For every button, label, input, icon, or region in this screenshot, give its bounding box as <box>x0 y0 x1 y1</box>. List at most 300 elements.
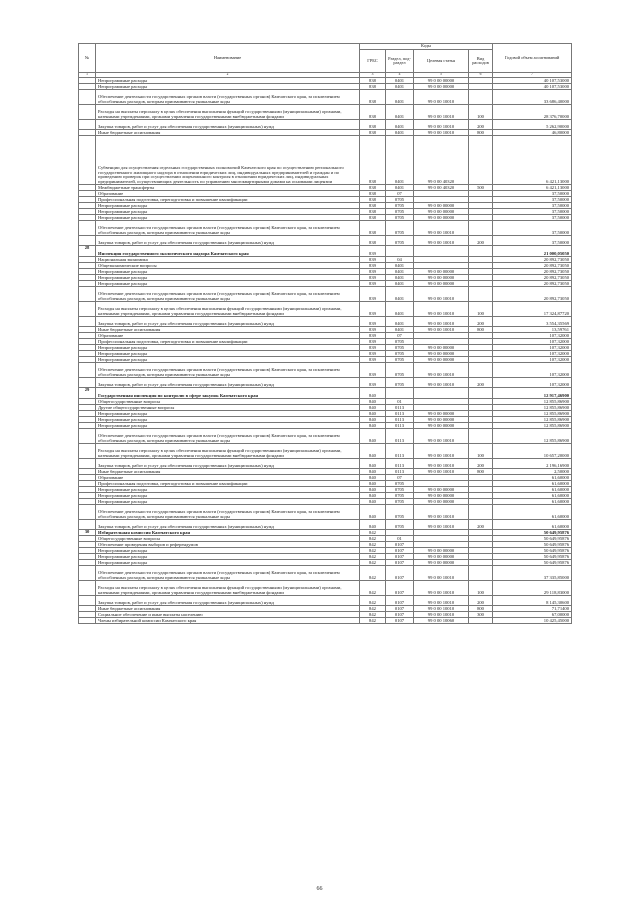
row-razdel: 0401 <box>386 78 414 84</box>
row-name: Расходы на выплаты персоналу в целях обеспечения выполнения функций государственными (муниципальными) органами, казенными учреждениями, органами управления государственными внебюджетными фондами <box>96 581 360 596</box>
row-grbs: 839 <box>360 269 386 275</box>
row-name: Профессиональная подготовка, переподготовка и повышение квалификации <box>96 481 360 487</box>
row-target-article: 99 0 00 00000 <box>414 269 469 275</box>
row-expense-type: 200 <box>469 317 493 327</box>
row-target-article: 99 0 00 00000 <box>414 548 469 554</box>
row-grbs: 838 <box>360 197 386 203</box>
row-amount: 61,60000 <box>493 475 572 481</box>
row-amount: 12 855,86900 <box>493 411 572 417</box>
row-razdel: 0113 <box>386 459 414 469</box>
row-target-article: 99 0 00 10010 <box>414 581 469 596</box>
row-razdel: 01 <box>386 536 414 542</box>
row-number <box>79 378 96 388</box>
row-razdel: 0401 <box>386 120 414 130</box>
row-razdel: 0705 <box>386 351 414 357</box>
row-name: Непрограммные расходы <box>96 357 360 363</box>
row-amount: 37,50000 <box>493 197 572 203</box>
row-target-article: 99 0 00 00000 <box>414 411 469 417</box>
row-name: Непрограммные расходы <box>96 345 360 351</box>
row-amount: 10 425,45000 <box>493 618 572 624</box>
row-amount: 50 649,95876 <box>493 536 572 542</box>
table-row <box>79 505 572 520</box>
row-grbs: 839 <box>360 287 386 302</box>
index-cell: 5 <box>414 73 469 78</box>
row-target-article <box>414 388 469 399</box>
row-expense-type <box>469 505 493 520</box>
row-grbs: 840 <box>360 493 386 499</box>
index-cell: 6 <box>469 73 493 78</box>
row-target-article: 99 0 00 10010 <box>414 302 469 317</box>
row-name: Закупка товаров, работ и услуг для обеспечения государственных (муниципальных) нужд <box>96 378 360 388</box>
row-amount: 8 145,30600 <box>493 596 572 606</box>
row-name: Непрограммные расходы <box>96 215 360 221</box>
budget-table <box>78 43 572 624</box>
row-target-article: 99 0 00 10010 <box>414 120 469 130</box>
row-grbs: 838 <box>360 78 386 84</box>
row-name: Общегосударственные вопросы <box>96 399 360 405</box>
header-razdel: Раздел, под-раздел <box>386 50 414 73</box>
row-name: Общегосударственные вопросы <box>96 536 360 542</box>
header-num: № <box>79 44 96 73</box>
row-target-article: 99 0 00 10010 <box>414 505 469 520</box>
row-target-article: 99 0 00 00000 <box>414 209 469 215</box>
row-name: Непрограммные расходы <box>96 548 360 554</box>
row-name: Закупка товаров, работ и услуг для обеспечения государственных (муниципальных) нужд <box>96 317 360 327</box>
row-target-article: 99 0 00 10010 <box>414 612 469 618</box>
row-name: Непрограммные расходы <box>96 269 360 275</box>
row-name: Профессиональная подготовка, переподготовка и повышение квалификации <box>96 197 360 203</box>
header-grbs: ГРБС <box>360 50 386 73</box>
row-expense-type: 200 <box>469 596 493 606</box>
row-number <box>79 221 96 236</box>
row-grbs: 840 <box>360 411 386 417</box>
table-row <box>79 520 572 530</box>
row-name: Образование <box>96 475 360 481</box>
row-expense-type: 100 <box>469 105 493 120</box>
row-amount: 50 649,95876 <box>493 560 572 566</box>
row-amount: 50 649,95876 <box>493 548 572 554</box>
row-name: Непрограммные расходы <box>96 560 360 566</box>
row-name: Непрограммные расходы <box>96 554 360 560</box>
row-razdel: 0705 <box>386 520 414 530</box>
row-number <box>79 444 96 459</box>
row-razdel: 0705 <box>386 493 414 499</box>
row-amount: 20 892,73050 <box>493 275 572 281</box>
row-amount: 107,32000 <box>493 378 572 388</box>
row-grbs: 839 <box>360 263 386 269</box>
row-expense-type <box>469 429 493 444</box>
row-expense-type: 300 <box>469 612 493 618</box>
row-name: Непрограммные расходы <box>96 423 360 429</box>
row-target-article: 99 0 00 00000 <box>414 84 469 90</box>
row-razdel: 04 <box>386 257 414 263</box>
row-target-article: 99 0 00 00000 <box>414 215 469 221</box>
row-grbs: 842 <box>360 554 386 560</box>
row-name: Другие общегосударственные вопросы <box>96 405 360 411</box>
row-amount: 13,59761 <box>493 327 572 333</box>
row-target-article: 99 0 00 10010 <box>414 327 469 333</box>
table-row <box>79 596 572 606</box>
row-target-article: 99 0 00 10010 <box>414 130 469 136</box>
row-grbs: 838 <box>360 130 386 136</box>
row-expense-type: 200 <box>469 520 493 530</box>
row-name: Непрограммные расходы <box>96 411 360 417</box>
row-razdel <box>386 388 414 399</box>
row-name: Межбюджетные трансферты <box>96 185 360 191</box>
row-razdel: 0705 <box>386 378 414 388</box>
index-cell: 4 <box>386 73 414 78</box>
row-target-article: 99 0 00 10010 <box>414 469 469 475</box>
row-razdel: 0401 <box>386 327 414 333</box>
header-row-top <box>79 44 572 50</box>
table-row <box>79 287 572 302</box>
row-razdel: 0107 <box>386 560 414 566</box>
row-amount: 107,32000 <box>493 363 572 378</box>
row-amount: 40 107,53000 <box>493 84 572 90</box>
row-amount: 40 107,53000 <box>493 78 572 84</box>
row-amount: 107,32000 <box>493 351 572 357</box>
row-expense-type: 200 <box>469 378 493 388</box>
row-name: Члены избирательной комиссии Камчатского края <box>96 618 360 624</box>
row-amount: 50 649,95876 <box>493 530 572 536</box>
row-number <box>79 302 96 317</box>
row-razdel: 0705 <box>386 345 414 351</box>
row-target-article: 99 0 00 40320 <box>414 136 469 185</box>
row-grbs: 839 <box>360 257 386 263</box>
row-razdel: 0705 <box>386 203 414 209</box>
index-cell: 2 <box>96 73 360 78</box>
row-target-article: 99 0 00 00000 <box>414 203 469 209</box>
row-grbs: 838 <box>360 90 386 105</box>
row-target-article: 99 0 00 10010 <box>414 363 469 378</box>
row-name: Обеспечение деятельности государственных органов власти (государственных органов) Камчатского края, за исключением обособленных расходов, которым присваиваются уникальные коды <box>96 566 360 581</box>
row-amount: 12 855,86900 <box>493 429 572 444</box>
row-grbs: 838 <box>360 120 386 130</box>
row-razdel: 07 <box>386 333 414 339</box>
row-grbs: 838 <box>360 215 386 221</box>
table-row <box>79 459 572 469</box>
row-razdel: 0107 <box>386 548 414 554</box>
row-razdel: 0113 <box>386 417 414 423</box>
row-amount: 12 855,86900 <box>493 405 572 411</box>
row-name: Обеспечение деятельности государственных органов власти (государственных органов) Камчатского края, за исключением обособленных расходов, которым присваиваются уникальные коды <box>96 287 360 302</box>
row-target-article: 99 0 00 00000 <box>414 78 469 84</box>
row-target-article: 99 0 00 00000 <box>414 357 469 363</box>
row-number: 29 <box>79 388 96 399</box>
row-grbs: 838 <box>360 221 386 236</box>
row-amount: 12 855,86900 <box>493 417 572 423</box>
row-number <box>79 236 96 246</box>
row-target-article <box>414 246 469 257</box>
row-grbs: 839 <box>360 351 386 357</box>
row-razdel: 0401 <box>386 185 414 191</box>
row-name: Субвенции для осуществления отдельных государственных полномочий Камчатского края по осуществлению регионального государственного жилищного надзора в отношении юридических лиц, индивидуальных предпринимателей и граждан и по проведению проверок при осуществлении лицензионного контроля в отношении юридических лиц, индивидуальных предпринимателей, осуществляющих деятельность по управлению многоквартирными домами на основании лицензии <box>96 136 360 185</box>
page-number: 66 <box>316 886 323 892</box>
row-name: Государственная инспекция по контролю в сфере закупок Камчатского края <box>96 388 360 399</box>
row-amount: 29 118,83000 <box>493 581 572 596</box>
table-row <box>79 236 572 246</box>
row-expense-type: 800 <box>469 469 493 475</box>
table-row <box>79 246 572 257</box>
row-target-article: 99 0 00 00000 <box>414 351 469 357</box>
row-expense-type: 200 <box>469 459 493 469</box>
row-name: Непрограммные расходы <box>96 487 360 493</box>
row-grbs: 842 <box>360 548 386 554</box>
row-name: Общеэкономические вопросы <box>96 263 360 269</box>
row-amount: 37,50000 <box>493 191 572 197</box>
row-expense-type: 100 <box>469 444 493 459</box>
header-name: Наименование <box>96 44 360 73</box>
row-razdel: 0107 <box>386 612 414 618</box>
row-grbs: 840 <box>360 481 386 487</box>
row-razdel: 0705 <box>386 357 414 363</box>
row-grbs: 842 <box>360 530 386 536</box>
table-row <box>79 136 572 185</box>
row-expense-type <box>469 136 493 185</box>
row-amount: 6 421,13000 <box>493 136 572 185</box>
row-razdel: 0113 <box>386 411 414 417</box>
row-number <box>79 317 96 327</box>
row-target-article: 99 0 00 00000 <box>414 423 469 429</box>
row-number <box>79 566 96 581</box>
row-grbs: 839 <box>360 281 386 287</box>
row-amount: 3 554,35569 <box>493 317 572 327</box>
row-number <box>79 363 96 378</box>
row-target-article: 99 0 00 10010 <box>414 520 469 530</box>
row-name: Национальная экономика <box>96 257 360 263</box>
row-target-article: 99 0 00 10010 <box>414 596 469 606</box>
row-grbs: 839 <box>360 357 386 363</box>
row-grbs: 838 <box>360 105 386 120</box>
row-grbs: 839 <box>360 339 386 345</box>
row-expense-type: 100 <box>469 581 493 596</box>
row-razdel: 0113 <box>386 429 414 444</box>
row-target-article: 99 0 00 00000 <box>414 275 469 281</box>
row-amount: 20 892,73050 <box>493 257 572 263</box>
row-number: 30 <box>79 530 96 536</box>
row-amount: 61,60000 <box>493 520 572 530</box>
row-amount: 46,80000 <box>493 130 572 136</box>
row-amount: 5 262,90000 <box>493 120 572 130</box>
row-grbs: 839 <box>360 246 386 257</box>
row-razdel: 0401 <box>386 136 414 185</box>
row-grbs: 839 <box>360 345 386 351</box>
row-grbs: 840 <box>360 405 386 411</box>
row-amount: 107,32000 <box>493 345 572 351</box>
table-row <box>79 302 572 317</box>
row-amount: 71,71400 <box>493 606 572 612</box>
row-name: Непрограммные расходы <box>96 493 360 499</box>
row-number: 28 <box>79 246 96 257</box>
row-razdel <box>386 246 414 257</box>
row-grbs: 838 <box>360 185 386 191</box>
row-target-article: 99 0 00 00000 <box>414 554 469 560</box>
row-amount: 67,00000 <box>493 612 572 618</box>
row-expense-type <box>469 618 493 624</box>
row-grbs: 842 <box>360 560 386 566</box>
row-target-article: 99 0 00 10010 <box>414 236 469 246</box>
row-number <box>79 581 96 596</box>
row-name: Расходы на выплаты персоналу в целях обеспечения выполнения функций государственными (муниципальными) органами, казенными учреждениями, органами управления государственными внебюджетными фондами <box>96 105 360 120</box>
row-amount: 107,32000 <box>493 357 572 363</box>
row-name: Закупка товаров, работ и услуг для обеспечения государственных (муниципальных) нужд <box>96 596 360 606</box>
row-grbs: 839 <box>360 275 386 281</box>
row-grbs: 839 <box>360 363 386 378</box>
row-grbs: 839 <box>360 302 386 317</box>
row-number <box>79 520 96 530</box>
row-target-article: 99 0 00 10010 <box>414 429 469 444</box>
table-row <box>79 581 572 596</box>
row-expense-type <box>469 388 493 399</box>
row-name: Иные бюджетные ассигнования <box>96 469 360 475</box>
row-razdel: 0705 <box>386 236 414 246</box>
table-row <box>79 429 572 444</box>
row-razdel: 0107 <box>386 566 414 581</box>
row-grbs: 840 <box>360 499 386 505</box>
row-amount: 12 855,86900 <box>493 399 572 405</box>
row-razdel: 0113 <box>386 423 414 429</box>
row-name: Иные бюджетные ассигнования <box>96 130 360 136</box>
row-amount: 20 892,73050 <box>493 281 572 287</box>
row-amount: 12 917,46900 <box>493 388 572 399</box>
row-razdel: 0401 <box>386 263 414 269</box>
row-razdel: 0401 <box>386 302 414 317</box>
row-name: Обеспечение деятельности государственных органов власти (государственных органов) Камчатского края, за исключением обособленных расходов, которым присваиваются уникальные коды <box>96 363 360 378</box>
row-name: Непрограммные расходы <box>96 275 360 281</box>
row-razdel: 0107 <box>386 542 414 548</box>
row-target-article: 99 0 00 00000 <box>414 499 469 505</box>
row-name: Непрограммные расходы <box>96 78 360 84</box>
row-razdel: 0401 <box>386 269 414 275</box>
row-razdel: 0705 <box>386 481 414 487</box>
row-target-article: 99 0 00 10010 <box>414 606 469 612</box>
row-name: Инспекция государственного экологического надзора Камчатского края <box>96 246 360 257</box>
row-expense-type: 100 <box>469 302 493 317</box>
row-razdel: 0705 <box>386 209 414 215</box>
row-target-article: 99 0 00 10010 <box>414 105 469 120</box>
row-razdel: 0705 <box>386 505 414 520</box>
row-name: Обеспечение деятельности государственных органов власти (государственных органов) Камчатского края, за исключением обособленных расходов, которым присваиваются уникальные коды <box>96 505 360 520</box>
row-target-article: 99 0 00 10010 <box>414 459 469 469</box>
row-target-article: 99 0 00 10010 <box>414 444 469 459</box>
row-name: Расходы на выплаты персоналу в целях обеспечения выполнения функций государственными (муниципальными) органами, казенными учреждениями, органами управления государственными внебюджетными фондами <box>96 444 360 459</box>
row-name: Непрограммные расходы <box>96 209 360 215</box>
table-row <box>79 378 572 388</box>
row-target-article: 99 0 00 10010 <box>414 221 469 236</box>
row-target-article: 99 0 00 10060 <box>414 618 469 624</box>
row-amount: 33 686,40000 <box>493 90 572 105</box>
row-amount: 37,50000 <box>493 236 572 246</box>
row-razdel: 0401 <box>386 317 414 327</box>
row-razdel: 0113 <box>386 405 414 411</box>
row-name: Непрограммные расходы <box>96 351 360 357</box>
row-razdel: 0705 <box>386 363 414 378</box>
row-target-article: 99 0 00 00000 <box>414 281 469 287</box>
row-expense-type <box>469 221 493 236</box>
header-codes: Коды <box>360 44 493 50</box>
row-grbs: 838 <box>360 203 386 209</box>
row-expense-type: 800 <box>469 606 493 612</box>
row-amount: 10 657,20000 <box>493 444 572 459</box>
row-grbs: 840 <box>360 475 386 481</box>
row-expense-type: 800 <box>469 327 493 333</box>
row-name: Закупка товаров, работ и услуг для обеспечения государственных (муниципальных) нужд <box>96 236 360 246</box>
row-amount: 107,32000 <box>493 333 572 339</box>
row-name: Расходы на выплаты персоналу в целях обеспечения выполнения функций государственными (муниципальными) органами, казенными учреждениями, органами управления государственными внебюджетными фондами <box>96 302 360 317</box>
row-razdel: 0107 <box>386 618 414 624</box>
row-amount: 50 649,95876 <box>493 542 572 548</box>
row-expense-type <box>469 363 493 378</box>
row-grbs: 840 <box>360 487 386 493</box>
row-target-article: 99 0 00 00000 <box>414 560 469 566</box>
row-amount: 61,60000 <box>493 487 572 493</box>
row-grbs: 840 <box>360 429 386 444</box>
row-amount: 37,50000 <box>493 209 572 215</box>
table-row <box>79 317 572 327</box>
row-number <box>79 105 96 120</box>
row-grbs: 840 <box>360 444 386 459</box>
row-number <box>79 120 96 130</box>
row-amount: 21 000,05050 <box>493 246 572 257</box>
row-razdel: 0107 <box>386 581 414 596</box>
row-grbs: 840 <box>360 417 386 423</box>
row-expense-type: 200 <box>469 236 493 246</box>
row-grbs: 839 <box>360 327 386 333</box>
row-name: Непрограммные расходы <box>96 203 360 209</box>
row-amount: 17 324,87720 <box>493 302 572 317</box>
row-target-article: 99 0 00 00000 <box>414 345 469 351</box>
row-razdel: 0401 <box>386 90 414 105</box>
row-name: Закупка товаров, работ и услуг для обеспечения государственных (муниципальных) нужд <box>96 459 360 469</box>
row-expense-type: 800 <box>469 130 493 136</box>
row-amount: 37,50000 <box>493 203 572 209</box>
row-target-article: 99 0 00 10010 <box>414 90 469 105</box>
row-name: Обеспечение деятельности государственных органов власти (государственных органов) Камчатского края, за исключением обособленных расходов, которым присваиваются уникальные коды <box>96 429 360 444</box>
row-name: Закупка товаров, работ и услуг для обеспечения государственных (муниципальных) нужд <box>96 520 360 530</box>
table-row <box>79 221 572 236</box>
row-target-article: 99 0 00 10010 <box>414 378 469 388</box>
table-row <box>79 90 572 105</box>
row-target-article: 99 0 00 00000 <box>414 487 469 493</box>
row-number <box>79 287 96 302</box>
row-name: Непрограммные расходы <box>96 84 360 90</box>
row-amount: 61,60000 <box>493 493 572 499</box>
row-amount: 20 892,73050 <box>493 287 572 302</box>
row-name: Иные бюджетные ассигнования <box>96 606 360 612</box>
row-target-article: 99 0 00 40320 <box>414 185 469 191</box>
row-grbs: 839 <box>360 317 386 327</box>
row-razdel: 0401 <box>386 105 414 120</box>
row-expense-type: 200 <box>469 120 493 130</box>
row-name: Образование <box>96 191 360 197</box>
row-number <box>79 459 96 469</box>
table-row <box>79 363 572 378</box>
row-grbs: 842 <box>360 536 386 542</box>
row-razdel: 0107 <box>386 606 414 612</box>
row-name: Избирательная комиссия Камчатского края <box>96 530 360 536</box>
row-razdel: 01 <box>386 399 414 405</box>
row-target-article: 99 0 00 10010 <box>414 566 469 581</box>
row-grbs: 842 <box>360 581 386 596</box>
index-cell: 7 <box>493 73 572 78</box>
row-name: Профессиональная подготовка, переподготовка и повышение квалификации <box>96 339 360 345</box>
row-amount: 20 892,73050 <box>493 269 572 275</box>
row-target-article: 99 0 00 00000 <box>414 417 469 423</box>
row-target-article: 99 0 00 10010 <box>414 287 469 302</box>
table-row <box>79 566 572 581</box>
row-name: Иные бюджетные ассигнования <box>96 327 360 333</box>
row-name: Обеспечение деятельности государственных органов власти (государственных органов) Камчатского края, за исключением обособленных расходов, которым присваиваются уникальные коды <box>96 221 360 236</box>
